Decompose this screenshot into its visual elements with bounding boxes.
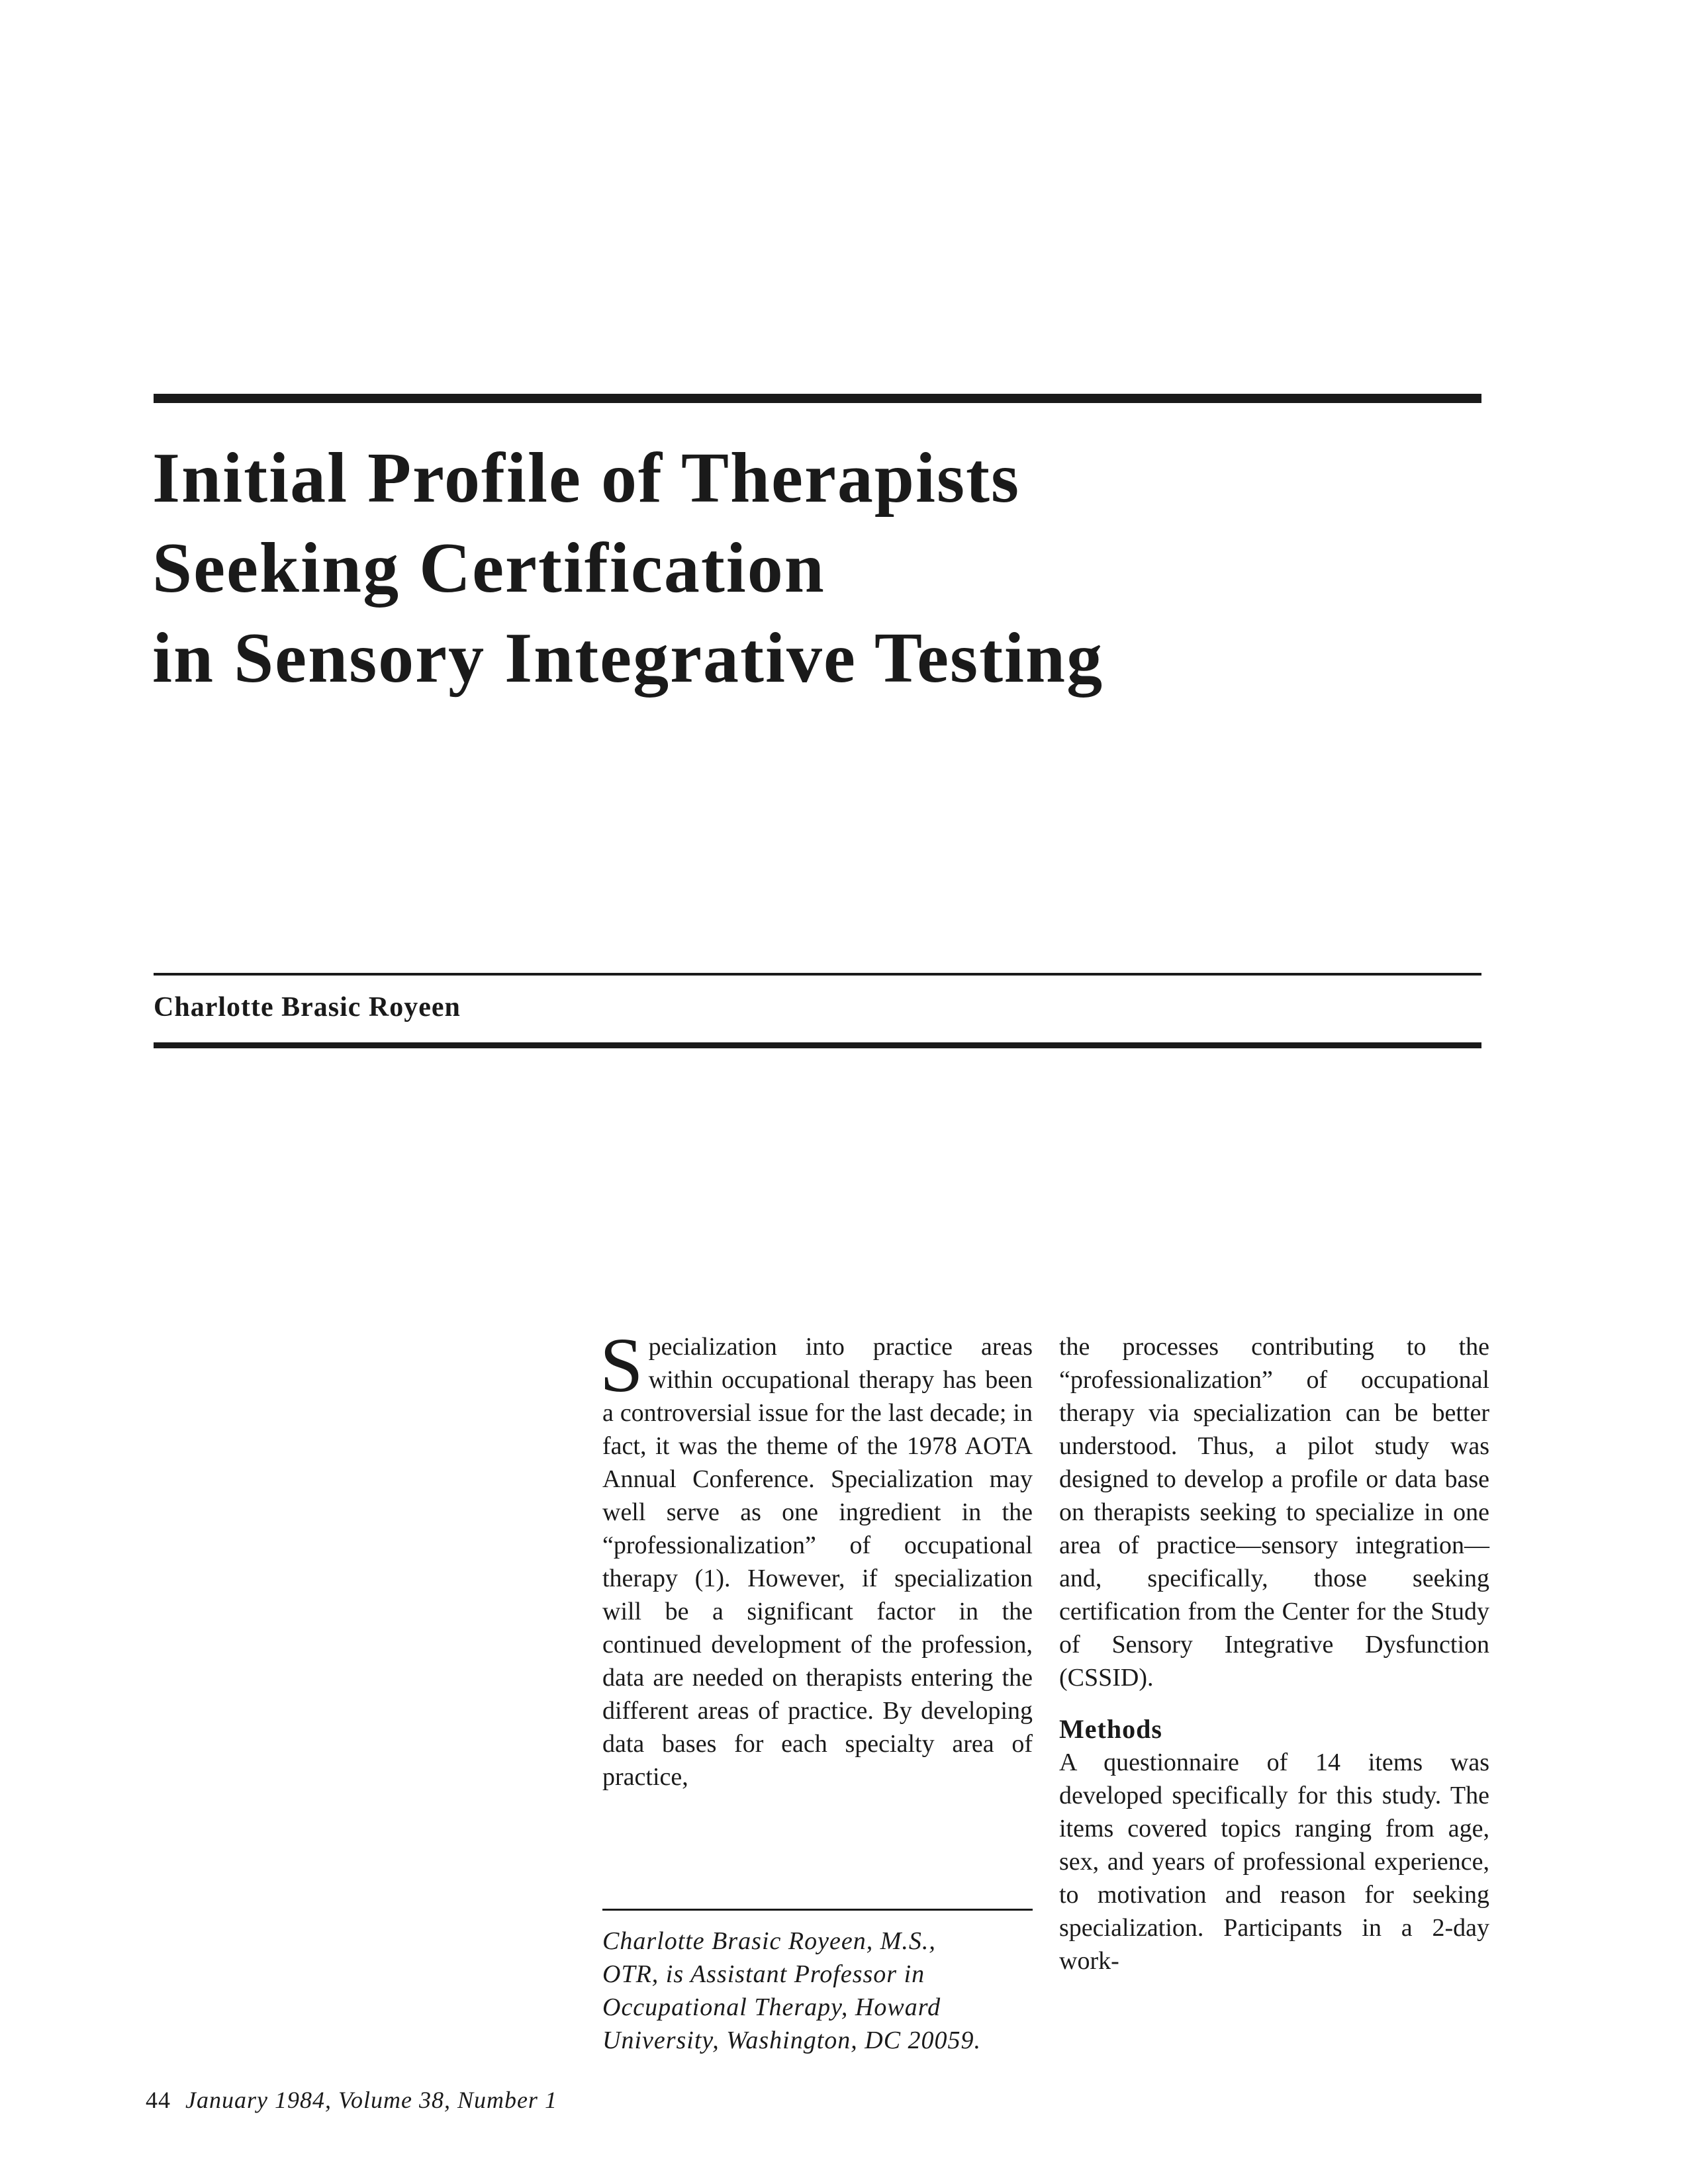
footnote-line: OTR, is Assistant Professor in bbox=[602, 1960, 925, 1988]
title-line: in Sensory Integrative Testing bbox=[152, 619, 1104, 698]
footnote-line: Occupational Therapy, Howard bbox=[602, 1993, 941, 2021]
footnote-line: Charlotte Brasic Royeen, M.S., bbox=[602, 1927, 936, 1955]
body-column-2 bbox=[1059, 1330, 1489, 1978]
body-column-1 bbox=[600, 1322, 1033, 1794]
journal-issue: January 1984, Volume 38, Number 1 bbox=[185, 2087, 557, 2113]
continuation-paragraph: the processes contributing to the “professionalization” of occupational therapy via specialization can be better understood. Thus, a pilot study was designed to develop a profile or data base on therapists seeking to specialize in one area of practice—sensory integration—and, specifically, those seeking certification from the Center for the Study of Sensory Integrative Dysfunction (CSSID). bbox=[1059, 1333, 1489, 1692]
footnote-rule bbox=[602, 1909, 1033, 1911]
author-byline: Charlotte Brasic Royeen bbox=[154, 992, 461, 1023]
title-top-rule bbox=[154, 394, 1481, 403]
intro-paragraph-text: pecialization into practice areas within occupational therapy has been a controversial issue for the last decade; in fact, it was the theme of the 1978 AOTA Annual Conference. Specialization may well serve as one ingredient in the “professionalization” of occupational therapy (1). However, if specialization will be a significant factor in the continued development of the profession, data are needed on therapists entering the different areas of practice. By developing data bases for each specialty area of practice, bbox=[602, 1333, 1033, 1791]
section-heading-methods: Methods bbox=[1059, 1714, 1162, 1744]
page-footer bbox=[146, 2085, 557, 2115]
footnote-line: University, Washington, DC 20059. bbox=[602, 2026, 982, 2054]
title-line: Initial Profile of Therapists bbox=[152, 439, 1021, 518]
author-bottom-rule bbox=[154, 1042, 1481, 1048]
author-top-rule bbox=[154, 973, 1481, 976]
author-footnote bbox=[602, 1925, 1033, 2057]
methods-paragraph: A questionnaire of 14 items was developed specifically for this study. The items covered topics ranging from age, sex, and years of professional experience, to motivation and reason for seeking specialization. Participants in a 2-day work- bbox=[1059, 1749, 1489, 1975]
title-line: Seeking Certification bbox=[152, 529, 825, 608]
page-number: 44 bbox=[146, 2087, 171, 2113]
drop-cap: S bbox=[600, 1322, 643, 1408]
article-title bbox=[152, 433, 1476, 704]
intro-paragraph bbox=[600, 1322, 1033, 1794]
